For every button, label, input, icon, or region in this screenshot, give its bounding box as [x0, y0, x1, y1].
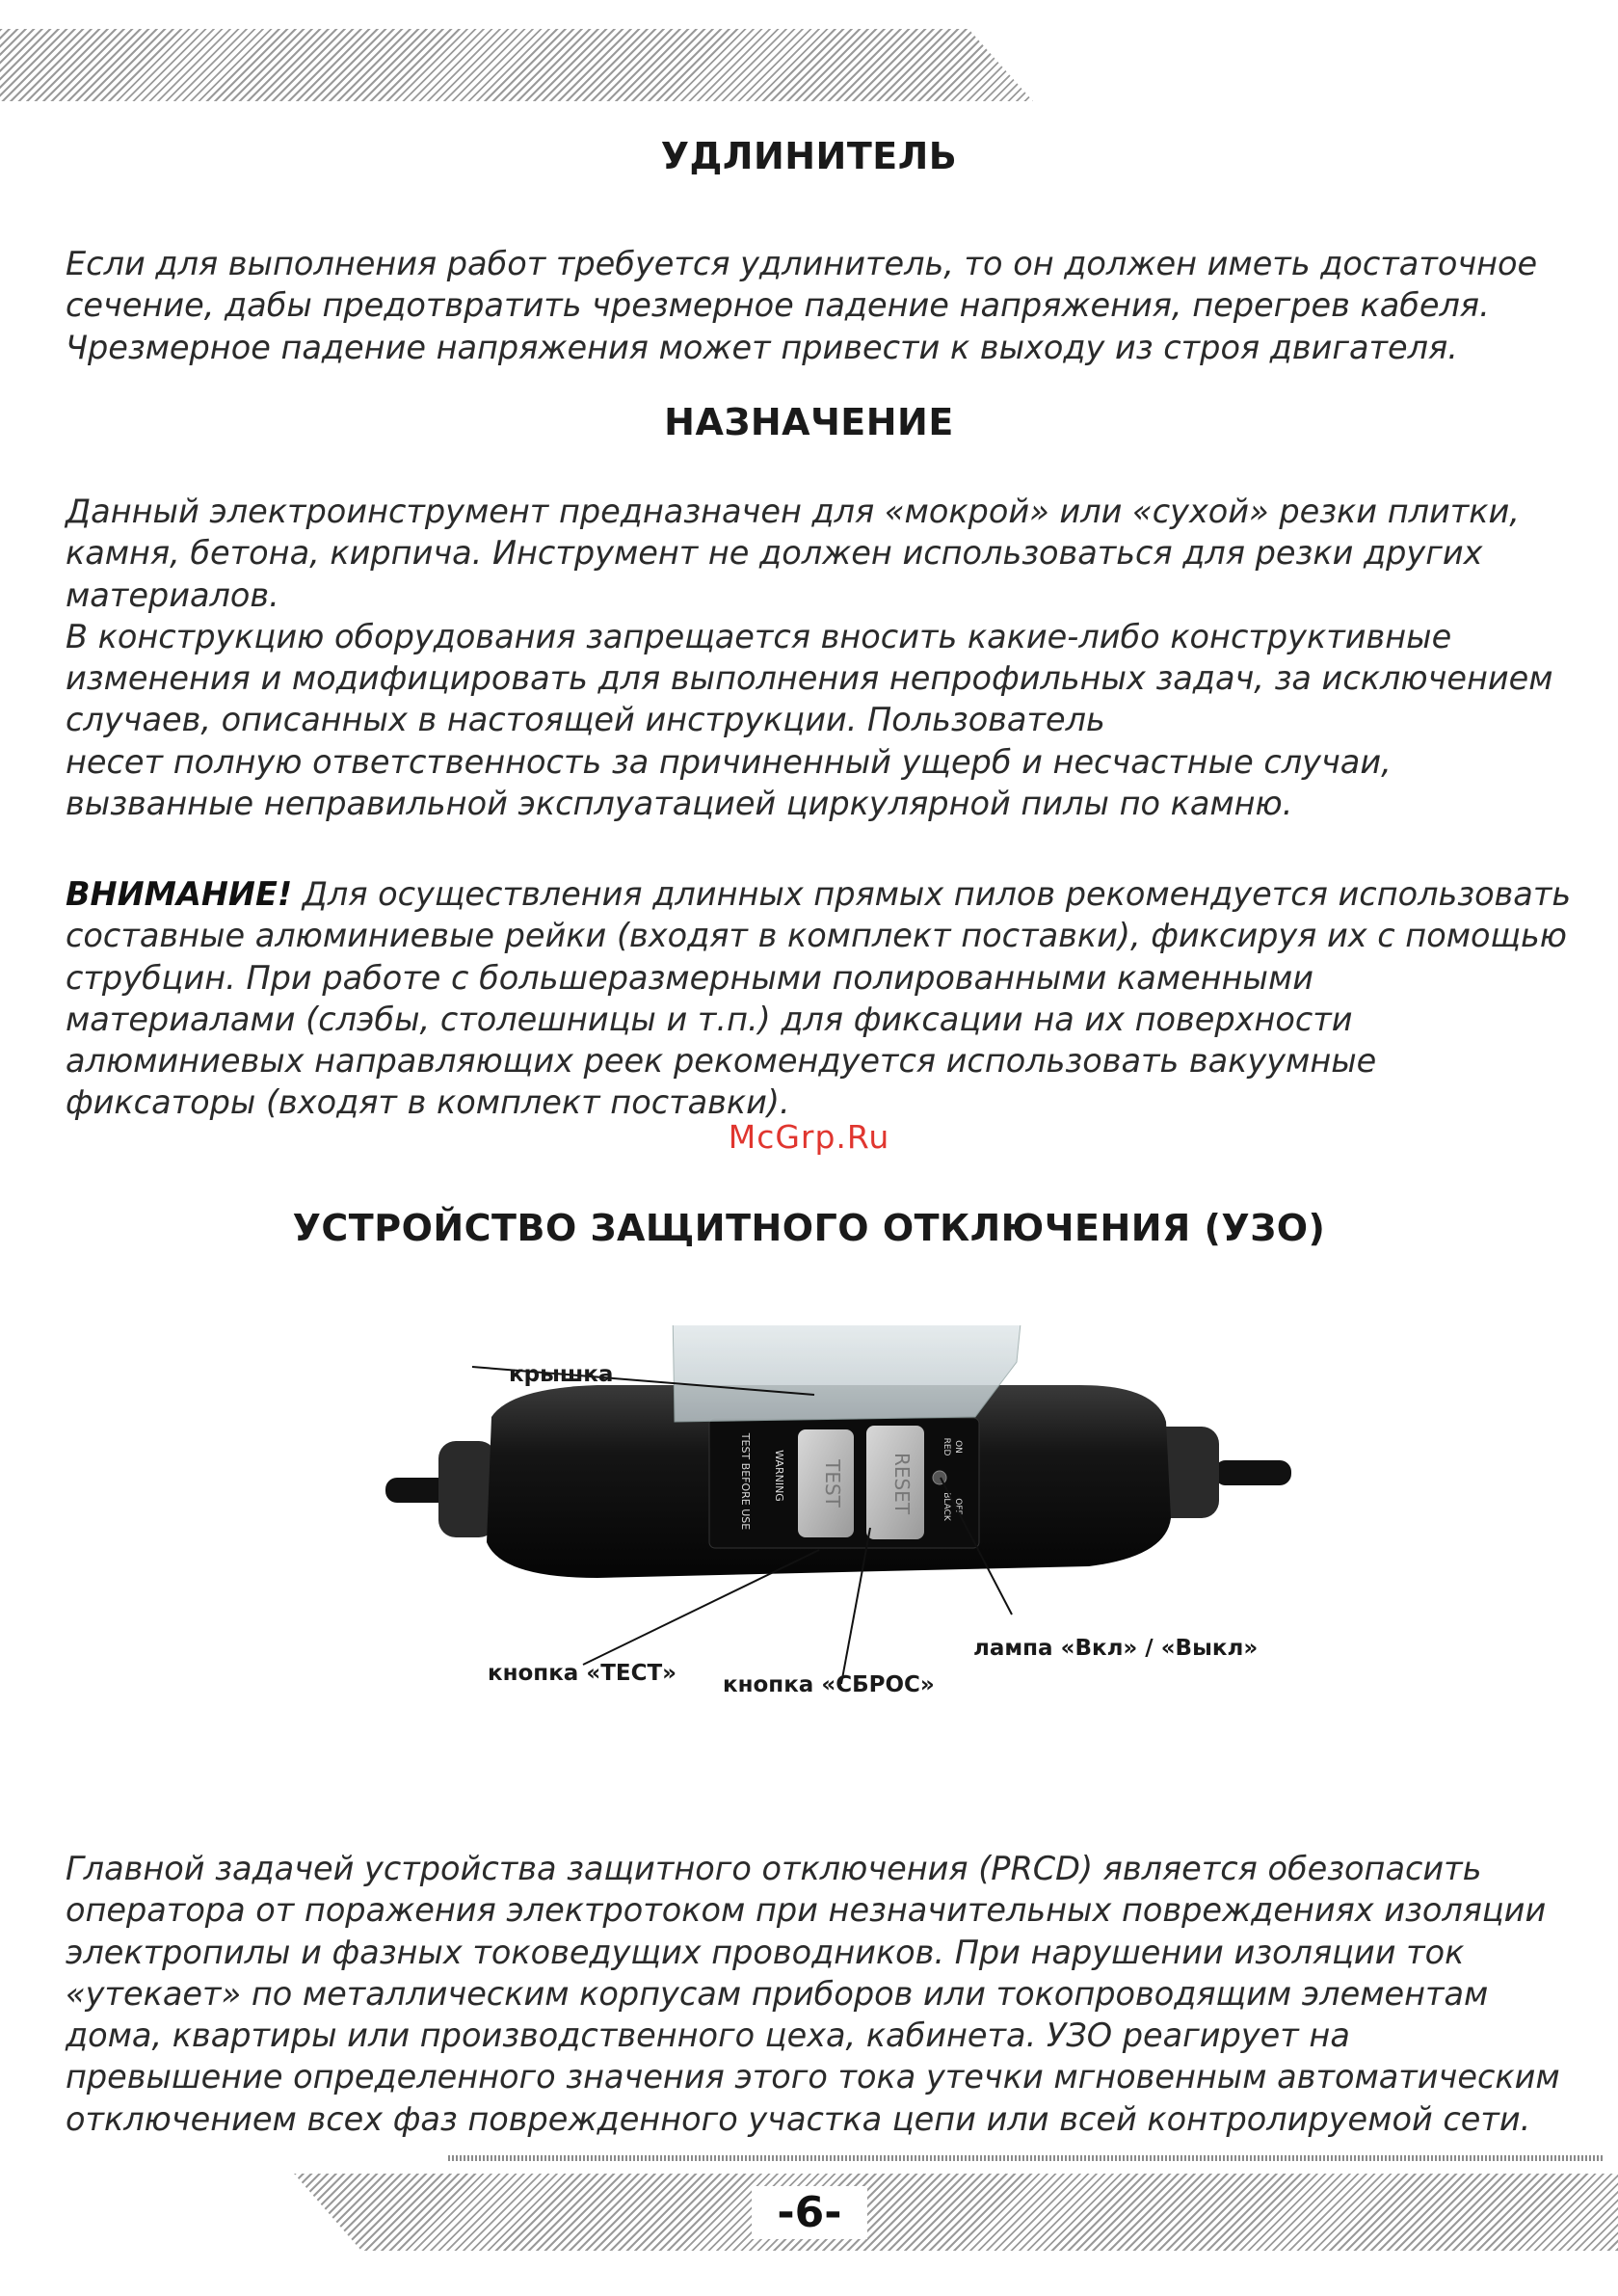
callout-cover: крышка — [509, 1362, 614, 1387]
section-title-purpose: НАЗНАЧЕНИЕ — [664, 401, 954, 443]
right-cable — [1214, 1460, 1291, 1485]
attention-label: ВНИМАНИЕ! — [66, 875, 293, 913]
text-line: материалами (слэбы, столешницы и т.п.) для фиксации на их поверхности — [66, 1000, 1353, 1038]
test-before-use-text: TEST BEFORE USE — [739, 1432, 752, 1531]
text-line: Главной задачей устройства защитного отключения (PRCD) является обезопасить — [66, 1850, 1482, 1887]
text-line: дома, квартиры или производственного цеха, кабинета. УЗО реагирует на — [66, 2016, 1350, 2055]
text-line: изменения и модифицировать для выполнения непрофильных задач, за исключением — [66, 659, 1553, 698]
rcd-device-figure — [385, 1325, 1291, 1730]
text-line: оператора от поражения электротоком при незначительных повреждениях изоляции — [66, 1891, 1547, 1930]
lamp-off-text: OFF — [953, 1498, 963, 1515]
attention-paragraph — [66, 873, 1607, 1124]
text-line: случаев, описанных в настоящей инструкции. Пользователь — [66, 701, 1105, 739]
text-line: Если для выполнения работ требуется удлинитель, то он должен иметь достаточное — [66, 245, 1538, 282]
text-line: «утекает» по металлическим корпусам приборов или токопроводящим элементам — [66, 1974, 1489, 2013]
page-number: -6- — [752, 2186, 867, 2239]
text-line: составные алюминиевые рейки (входят в комплект поставки), фиксируя их с помощью — [66, 917, 1567, 955]
section-title-rcd: УСТРОЙСТВО ЗАЩИТНОГО ОТКЛЮЧЕНИЯ (УЗО) — [292, 1207, 1326, 1249]
text-line: сечение, дабы предотвратить чрезмерное падение напряжения, перегрев кабеля. — [66, 286, 1490, 325]
text-line: алюминиевых направляющих реек рекомендуется использовать вакуумные — [66, 1042, 1377, 1081]
purpose-paragraph — [66, 491, 1607, 824]
callout-reset-button: кнопка «СБРОС» — [723, 1672, 935, 1697]
text-line: камня, бетона, кирпича. Инструмент не должен использоваться для резки других — [66, 534, 1483, 573]
text-line: отключением всех фаз поврежденного участка цепи или всей контролируемой сети. — [66, 2099, 1531, 2138]
text-line: Чрезмерное падение напряжения может привести к выходу из строя двигателя. — [66, 328, 1458, 366]
extension-paragraph — [66, 243, 1607, 368]
callout-test-button: кнопка «ТЕСТ» — [488, 1661, 677, 1686]
attention-text: Для осуществления длинных прямых пилов рекомендуется использовать — [292, 875, 1572, 913]
test-button-label: TEST — [821, 1459, 844, 1508]
reset-button-label: RESET — [890, 1452, 914, 1515]
lamp-black-text: BLACK — [942, 1492, 951, 1521]
watermark: McGrp.Ru — [728, 1118, 890, 1156]
text-line: несет полную ответственность за причиненный ущерб и несчастные случаи, — [66, 742, 1392, 781]
footer-dotted-rule — [448, 2155, 1605, 2161]
text-line — [66, 873, 1607, 915]
text-line: В конструкцию оборудования запрещается вносить какие-либо конструктивные — [66, 617, 1452, 655]
text-line: превышение определенного значения этого тока утечки мгновенным автоматическим — [66, 2058, 1560, 2096]
warning-text: WARNING — [773, 1450, 785, 1502]
text-line: фиксаторы (входят в комплект поставки). — [66, 1083, 790, 1122]
footer-stripe-decoration — [294, 2174, 1618, 2251]
text-line: электропилы и фазных токоведущих проводников. При нарушении изоляции ток — [66, 1933, 1465, 1971]
header-stripe-decoration — [0, 29, 1033, 101]
text-line: Данный электроинструмент предназначен для «мокрой» или «сухой» резки плитки, — [66, 493, 1520, 530]
text-line: струбцин. При работе с большеразмерными полированными каменными — [66, 958, 1314, 997]
callout-lamp: лампа «Вкл» / «Выкл» — [973, 1636, 1259, 1661]
indicator-lamp — [933, 1471, 946, 1484]
section-title-extension: УДЛИНИТЕЛЬ — [660, 135, 958, 177]
transparent-cover — [673, 1325, 1021, 1422]
lamp-on-text: ON — [953, 1440, 963, 1454]
text-line: вызванные неправильной эксплуатацией циркулярной пилы по камню. — [66, 785, 1293, 823]
rcd-paragraph — [66, 1848, 1607, 2140]
text-line: материалов. — [66, 575, 279, 614]
lamp-red-text: RED — [942, 1437, 951, 1456]
